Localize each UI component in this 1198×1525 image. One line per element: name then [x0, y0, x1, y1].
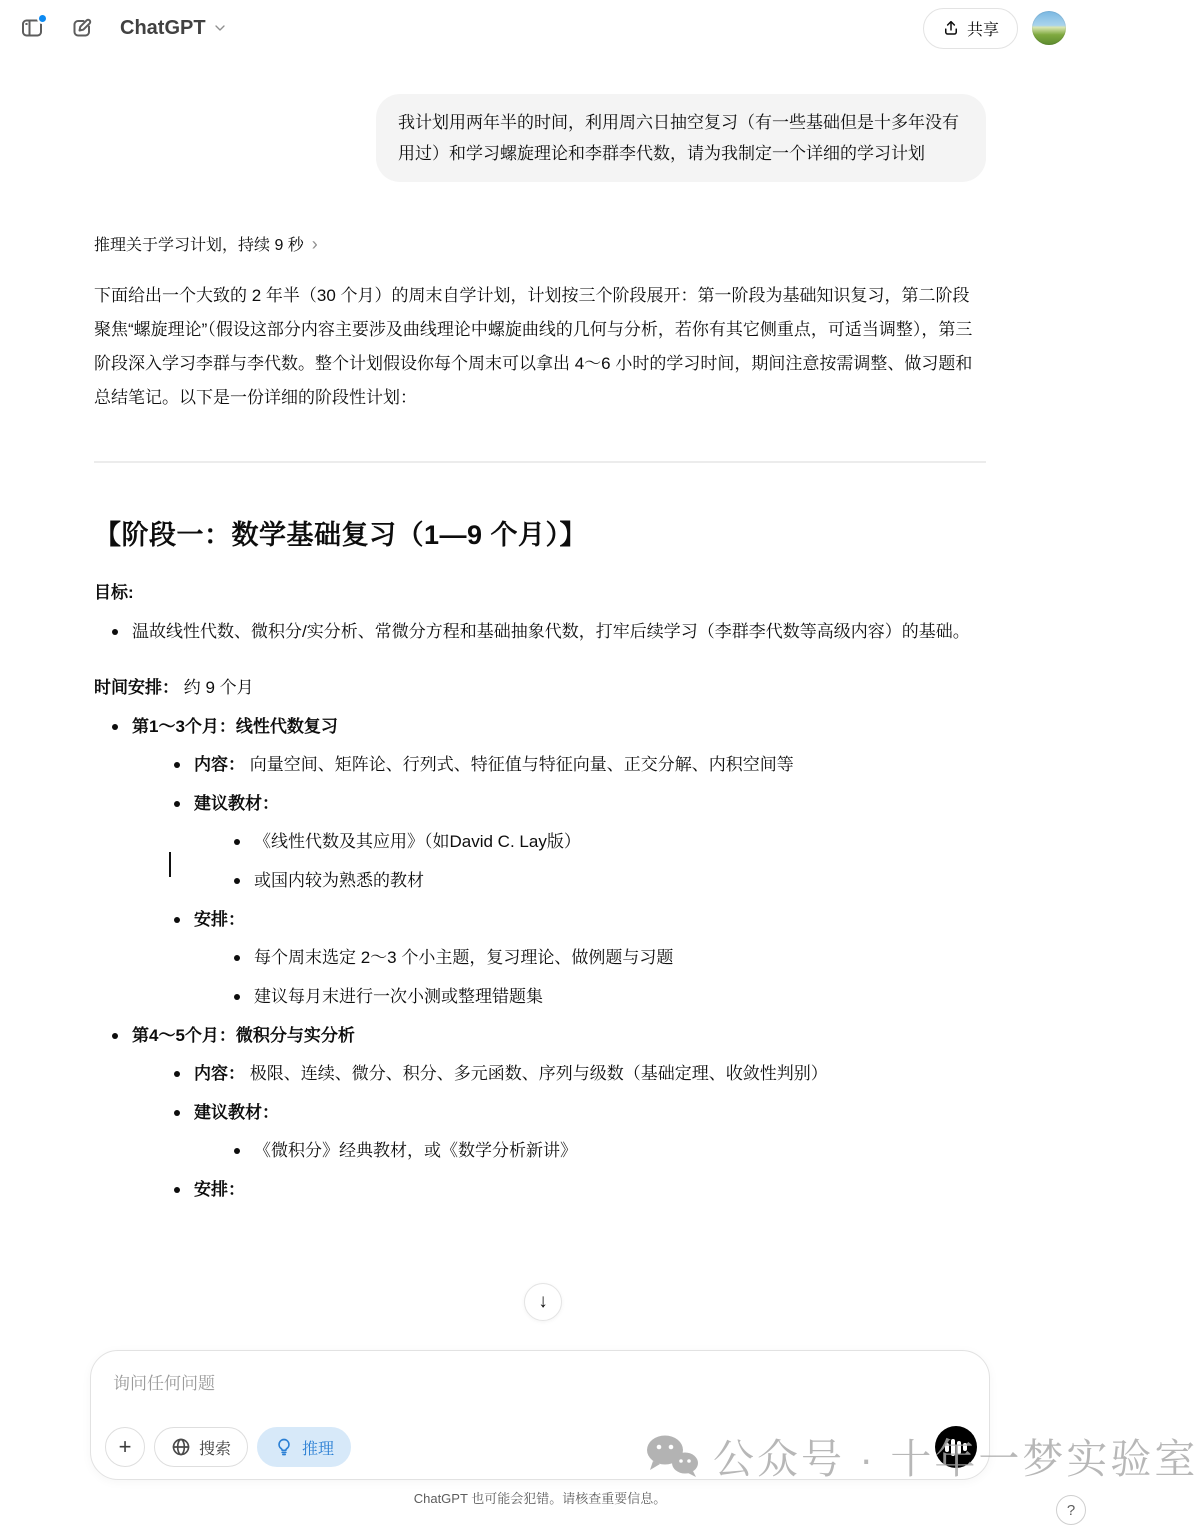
goal-label: 目标:: [94, 583, 134, 602]
composer-toolbar: [105, 1426, 977, 1468]
schedule-line: [94, 673, 986, 698]
voice-mode-button[interactable]: [935, 1426, 977, 1468]
share-button-label: 共享: [966, 21, 999, 39]
list-item: 温故线性代数、微积分/实分析、常微分方程和基础抽象代数，打牢后续学习（李群李代数等高级内容）的基础。: [110, 615, 986, 649]
content-text: 极限、连续、微分、积分、多元函数、序列与级数（基础定理、收敛性判别）: [249, 1064, 828, 1083]
phase1-heading: 【阶段一：数学基础复习（1—9 个月）】: [94, 520, 588, 550]
books-label: 建议教材：: [194, 794, 279, 813]
month-4-5-title: 第4～5个月：微积分与实分析: [132, 1026, 355, 1045]
list-item-month-4-5: [110, 1019, 986, 1207]
content-label: 内容：: [194, 1064, 245, 1083]
scroll-to-bottom-button[interactable]: [524, 1283, 562, 1321]
month-1-3-sublist: [132, 748, 986, 1014]
reasoning-summary-text: 推理关于学习计划，持续 9 秒: [94, 237, 304, 254]
sidebar-toggle-button[interactable]: [12, 8, 52, 48]
chat-thread: [94, 56, 986, 1207]
help-button[interactable]: [1056, 1495, 1086, 1525]
watermark-text: 公众号 · 十年一梦实验室: [713, 1436, 1198, 1482]
content-label: 内容：: [194, 755, 245, 774]
list-item: [172, 787, 986, 898]
search-toggle-button[interactable]: [154, 1427, 248, 1467]
reason-toggle-button[interactable]: [257, 1427, 351, 1467]
compose-icon: [70, 16, 94, 40]
question-mark-icon: ?: [1066, 1501, 1076, 1519]
content-text: 向量空间、矩阵论、行列式、特征值与特征向量、正交分解、内积空间等: [249, 755, 794, 774]
list-item: 《线性代数及其应用》（如David C. Lay版）: [232, 825, 986, 859]
list-item: 建议每月末进行一次小测或整理错题集: [232, 980, 986, 1014]
down-arrow-icon: ↓: [538, 1291, 548, 1312]
list-item: [172, 1173, 986, 1207]
user-message-bubble: 我计划用两年半的时间，利用周六日抽空复习（有一些基础但是十多年没有用过）和学习螺旋理论和李群李代数，请为我制定一个详细的学习计划: [376, 94, 986, 182]
books-sublist: [194, 825, 986, 898]
plus-icon: +: [118, 1434, 132, 1459]
assistant-intro-paragraph: 下面给出一个大致的 2 年半（30 个月）的周末自学计划，计划按三个阶段展开：第一阶段为基础知识复习，第二阶段聚焦“螺旋理论”（假设这部分内容主要涉及曲线理论中螺旋曲线的几何与分析，若你有其它侧重点，可适当调整），第三阶段深入学习李群与李代数。整个计划假设你每个周末可以拿出 4～6 小时的学习时间，期间注意按需调整、做习题和总结笔记。以下是一份详细的阶段性计划：: [94, 286, 973, 407]
globe-icon: [171, 1437, 191, 1457]
share-button[interactable]: [923, 8, 1018, 49]
share-upload-icon: [942, 19, 960, 37]
chevron-down-icon: [212, 20, 228, 36]
list-item: 或国内较为熟悉的教材: [232, 864, 986, 898]
lightbulb-icon: [274, 1437, 294, 1457]
composer-input[interactable]: 询问任何问题: [113, 1374, 215, 1393]
plan-label: 安排：: [194, 910, 245, 929]
reasoning-summary-toggle[interactable]: [94, 232, 318, 255]
model-switcher[interactable]: [112, 11, 236, 46]
disclaimer-text: ChatGPT 也可能会犯错。请核查重要信息。: [413, 1491, 667, 1506]
attach-button[interactable]: [105, 1427, 145, 1467]
books-label: 建议教材：: [194, 1103, 279, 1122]
top-bar: [0, 0, 1080, 56]
waveform-icon: [945, 1443, 949, 1452]
search-toggle-label: 搜索: [199, 1440, 232, 1458]
notification-dot: [37, 13, 48, 24]
new-chat-button[interactable]: [62, 8, 102, 48]
list-item-month-1-3: [110, 710, 986, 1014]
app-title: ChatGPT: [120, 16, 206, 39]
phase1-plan-list: [94, 710, 986, 1207]
books-sublist: [194, 1134, 986, 1168]
list-item: 《微积分》经典教材，或《数学分析新讲》: [232, 1134, 986, 1168]
plan-label: 安排：: [194, 1180, 245, 1199]
goal-list: [94, 615, 986, 649]
list-item: 每个周末选定 2～3 个小主题，复习理论、做例题与习题: [232, 941, 986, 975]
list-item: [172, 1057, 986, 1091]
list-item: [172, 748, 986, 782]
message-composer[interactable]: [90, 1350, 990, 1480]
list-item: [172, 1096, 986, 1168]
section-divider: [94, 461, 986, 463]
reason-toggle-label: 推理: [302, 1440, 335, 1458]
text-cursor: [169, 852, 171, 877]
user-avatar[interactable]: [1032, 11, 1066, 45]
month-1-3-title: 第1～3个月：线性代数复习: [132, 717, 338, 736]
plan-sublist: [194, 941, 986, 1014]
schedule-label: 时间安排：: [94, 678, 179, 697]
chevron-right-icon: ›: [311, 233, 318, 254]
schedule-value: 约 9 个月: [183, 678, 254, 697]
list-item: [172, 903, 986, 1014]
month-4-5-sublist: [132, 1057, 986, 1207]
